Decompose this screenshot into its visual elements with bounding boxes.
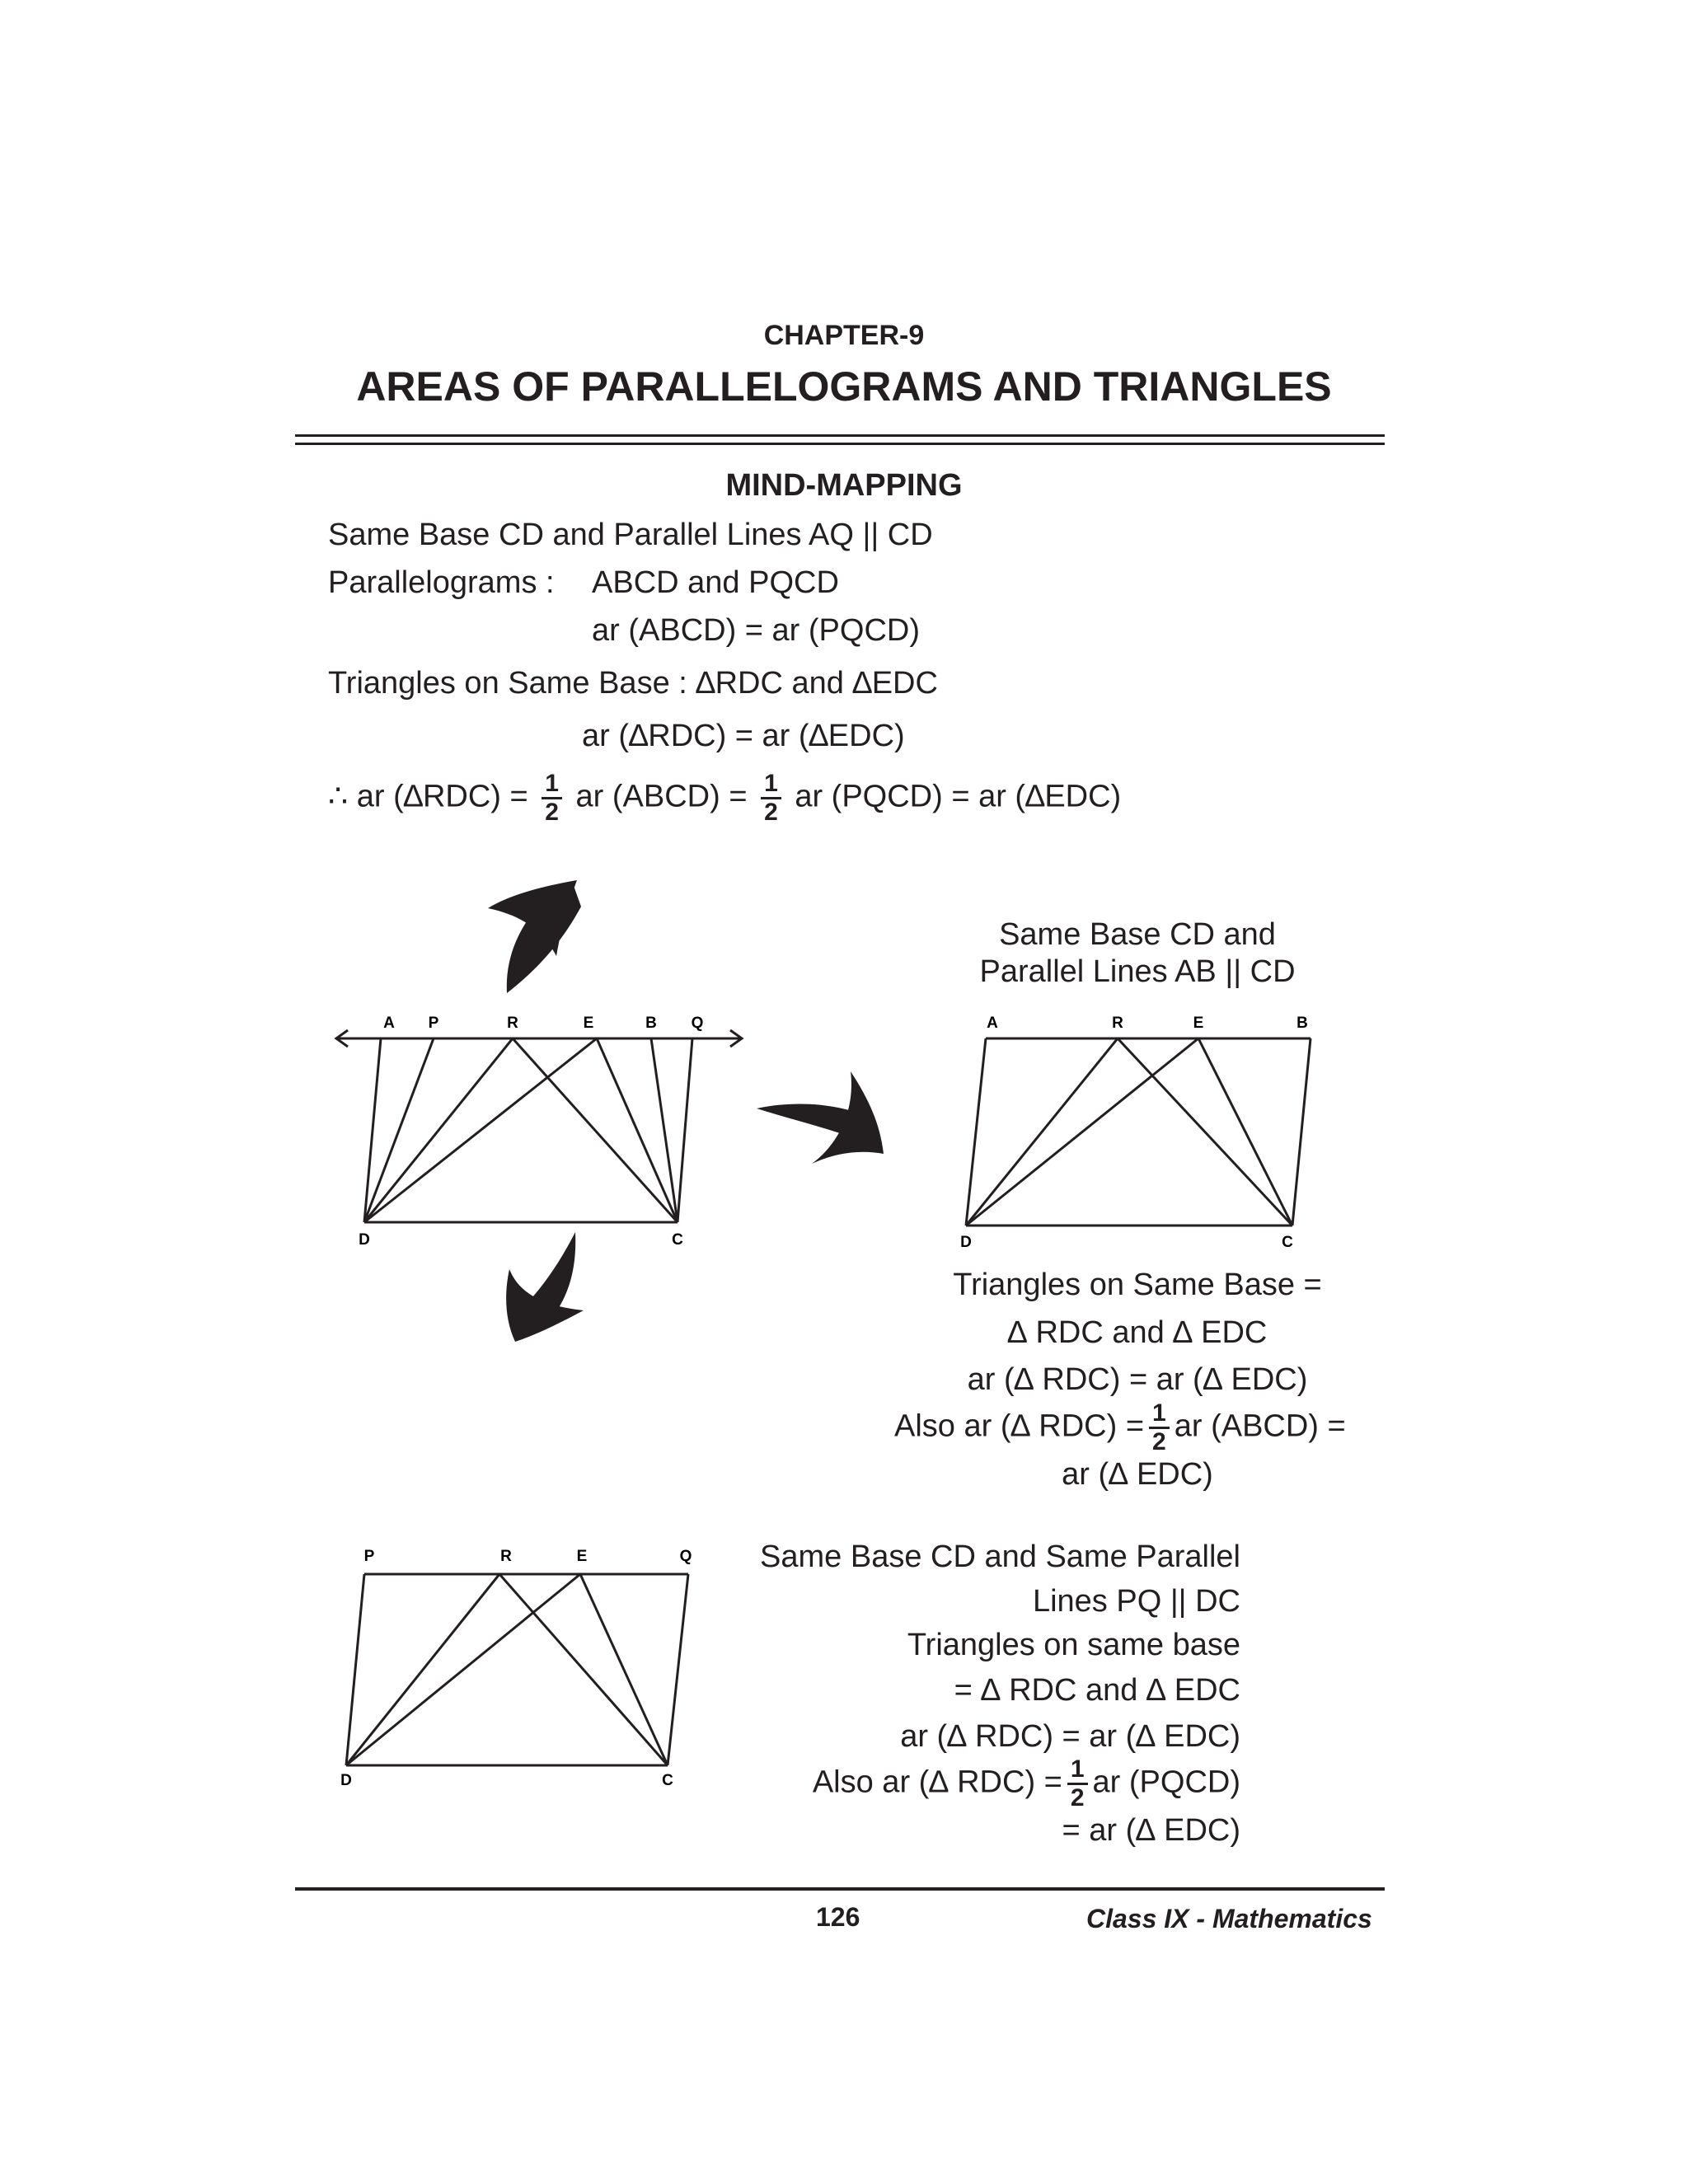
bottom-text-6 bbox=[725, 1757, 1240, 1811]
summary-line-2-value: ABCD and PQCD bbox=[592, 565, 839, 600]
summary-line-6-part-b: ar (ABCD) = bbox=[575, 779, 748, 814]
segment-rd bbox=[364, 1038, 513, 1222]
summary-line-1: Same Base CD and Parallel Lines AQ || CD bbox=[328, 518, 933, 552]
right-text-1: Triangles on Same Base = bbox=[953, 1268, 1322, 1302]
fraction-numerator: 1 bbox=[761, 771, 781, 799]
figure-right bbox=[956, 1010, 1327, 1249]
point-label-r: R bbox=[500, 1548, 512, 1565]
segment-rd bbox=[966, 1038, 1118, 1226]
page-number: 126 bbox=[816, 1902, 860, 1932]
point-label-c: C bbox=[662, 1772, 673, 1789]
point-label-e: E bbox=[1193, 1015, 1204, 1032]
point-label-q: Q bbox=[679, 1548, 692, 1565]
segment-ed bbox=[966, 1038, 1198, 1226]
right-text-3: ar (∆ RDC) = ar (∆ EDC) bbox=[967, 1362, 1308, 1397]
point-label-d: D bbox=[359, 1231, 370, 1249]
point-label-e: E bbox=[583, 1015, 594, 1032]
point-label-e: E bbox=[576, 1548, 588, 1565]
right-text-4-part-b: ar (ABCD) = bbox=[1174, 1408, 1346, 1444]
segment-rc bbox=[499, 1574, 668, 1765]
segment-qc bbox=[678, 1038, 692, 1222]
half-fraction bbox=[1067, 1757, 1088, 1811]
point-label-r: R bbox=[1112, 1015, 1123, 1032]
right-text-2: ∆ RDC and ∆ EDC bbox=[1007, 1315, 1268, 1350]
bottom-text-3: Triangles on same base bbox=[907, 1628, 1240, 1662]
arrow-down-icon-head bbox=[506, 1269, 584, 1342]
bottom-text-4: = ∆ RDC and ∆ EDC bbox=[954, 1673, 1240, 1708]
fraction-numerator: 1 bbox=[1067, 1757, 1088, 1785]
point-label-d: D bbox=[960, 1234, 972, 1251]
segment-rc bbox=[1118, 1038, 1292, 1226]
summary-line-6-part-a: ∴ ar (∆RDC) = bbox=[328, 779, 528, 814]
segment-pd bbox=[346, 1574, 364, 1765]
footer-rule bbox=[295, 1887, 1385, 1891]
fraction-numerator: 1 bbox=[1149, 1401, 1170, 1429]
bottom-text-6-part-b: ar (PQCD) bbox=[1092, 1765, 1240, 1800]
point-label-a: A bbox=[987, 1015, 998, 1032]
segment-rd bbox=[346, 1574, 499, 1765]
class-label: Class IX - Mathematics bbox=[1086, 1904, 1372, 1933]
fraction-denominator: 2 bbox=[545, 799, 559, 826]
fraction-denominator: 2 bbox=[764, 799, 778, 826]
segment-ad bbox=[364, 1038, 381, 1222]
fraction-denominator: 2 bbox=[1152, 1428, 1166, 1455]
segment-qc bbox=[668, 1574, 688, 1765]
point-label-c: C bbox=[672, 1231, 683, 1249]
bottom-text-5: ar (∆ RDC) = ar (∆ EDC) bbox=[900, 1719, 1240, 1754]
right-text-4-part-a: Also ar (∆ RDC) = bbox=[894, 1408, 1145, 1444]
figure-main bbox=[321, 1010, 767, 1249]
point-label-c: C bbox=[1282, 1234, 1293, 1251]
point-label-r: R bbox=[507, 1015, 518, 1032]
fraction-denominator: 2 bbox=[1070, 1784, 1085, 1811]
bottom-text-2: Lines PQ || DC bbox=[1032, 1584, 1240, 1619]
summary-line-5: ar (∆RDC) = ar (∆EDC) bbox=[582, 719, 905, 753]
figure-bottom bbox=[330, 1541, 709, 1788]
point-label-b: B bbox=[645, 1015, 657, 1032]
segment-ed bbox=[346, 1574, 580, 1765]
segment-ec bbox=[580, 1574, 668, 1765]
segment-rc bbox=[513, 1038, 678, 1222]
point-label-q: Q bbox=[691, 1015, 704, 1032]
right-caption-1: Same Base CD and bbox=[999, 917, 1276, 952]
point-label-b: B bbox=[1296, 1015, 1308, 1032]
point-label-a: A bbox=[383, 1015, 395, 1032]
summary-line-4: Triangles on Same Base : ∆RDC and ∆EDC bbox=[328, 666, 938, 701]
chapter-number: CHAPTER-9 bbox=[763, 320, 925, 351]
bottom-text-1: Same Base CD and Same Parallel bbox=[760, 1540, 1240, 1574]
segment-ec bbox=[1198, 1038, 1292, 1226]
right-text-4 bbox=[894, 1401, 1346, 1455]
right-text-5: ar (∆ EDC) bbox=[1062, 1457, 1213, 1492]
fraction-numerator: 1 bbox=[542, 771, 562, 799]
right-caption-2: Parallel Lines AB || CD bbox=[979, 954, 1296, 989]
bottom-text-6-part-a: Also ar (∆ RDC) = bbox=[812, 1765, 1062, 1800]
summary-line-6-part-c: ar (PQCD) = ar (∆EDC) bbox=[795, 779, 1122, 814]
half-fraction bbox=[1149, 1401, 1170, 1455]
point-label-p: P bbox=[428, 1015, 439, 1032]
summary-line-3: ar (ABCD) = ar (PQCD) bbox=[592, 613, 920, 648]
bottom-text-7: = ar (∆ EDC) bbox=[1062, 1813, 1240, 1848]
segment-ad bbox=[966, 1038, 986, 1226]
summary-line-2-label: Parallelograms : bbox=[328, 565, 555, 600]
chapter-title: AREAS OF PARALLELOGRAMS AND TRIANGLES bbox=[356, 363, 1332, 410]
point-label-d: D bbox=[340, 1772, 352, 1789]
section-heading: MIND-MAPPING bbox=[725, 468, 963, 503]
segment-bc bbox=[1292, 1038, 1311, 1226]
point-label-p: P bbox=[363, 1548, 375, 1565]
